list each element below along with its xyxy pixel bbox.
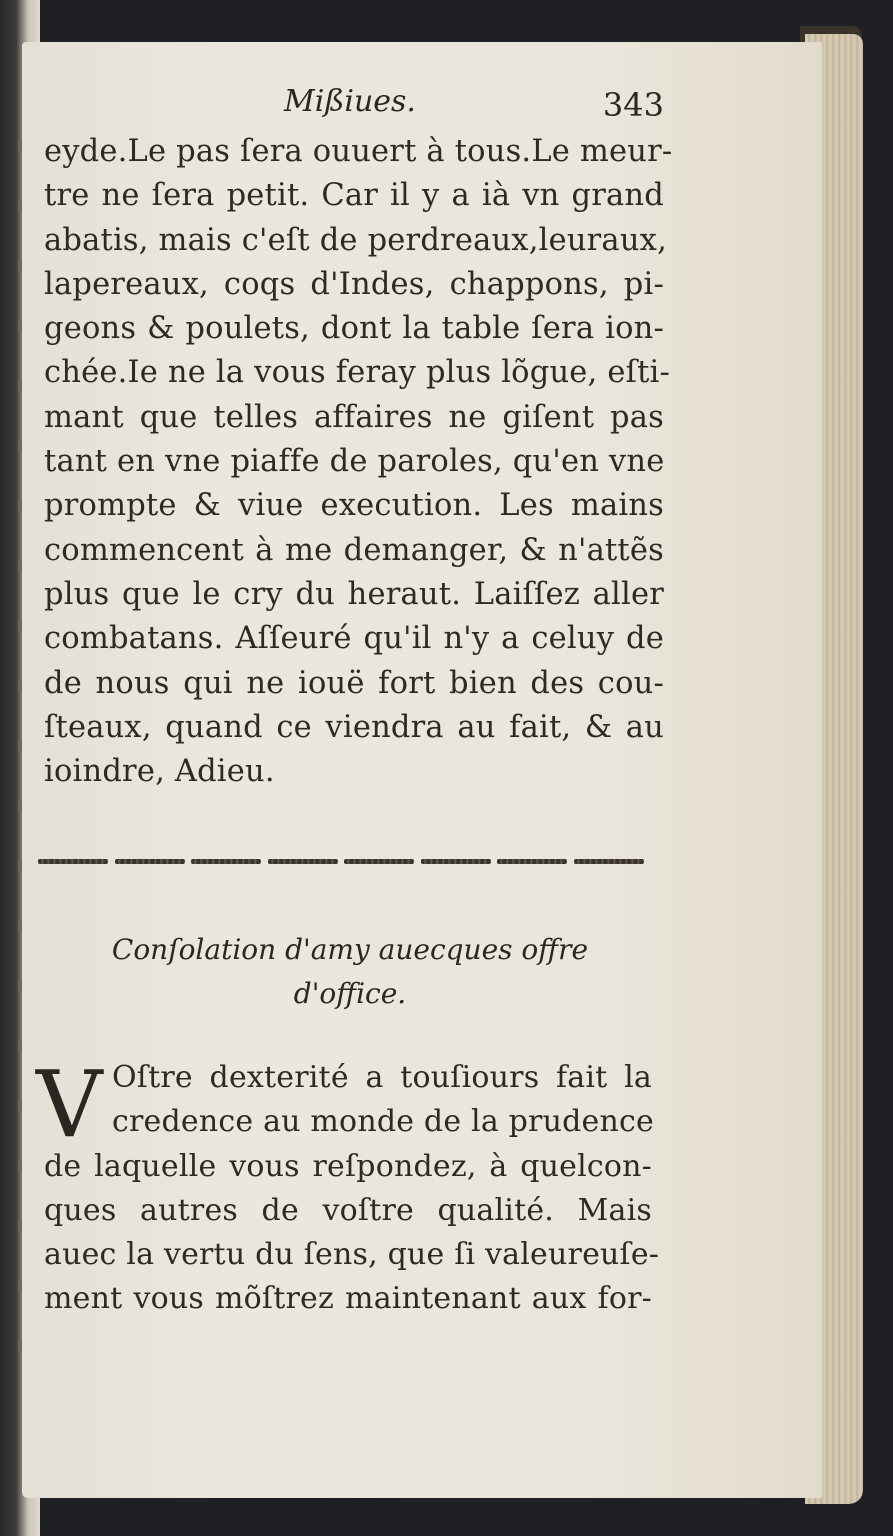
text-line: combatans. Aſſeuré qu'il n'y a celuy de [44, 621, 664, 657]
ornamental-rule [38, 856, 644, 866]
rule-segment [115, 859, 185, 864]
text-line: mant que telles affaires ne giſent pas [44, 399, 664, 435]
text-line: abatis, mais c'eſt de perdreaux,leuraux, [44, 222, 667, 258]
text-line: ſteaux, quand ce viendra au fait, & au [44, 709, 664, 745]
text-line: credence au monde de la prudence [112, 1104, 654, 1140]
text-line: commencent à me demanger, & n'attẽs [44, 532, 664, 568]
rule-segment [191, 859, 261, 864]
text-line: plus que le cry du heraut. Laiſſez aller [44, 576, 664, 612]
text-line: auec la vertu du ſens, que ſi valeureuſe- [44, 1237, 660, 1273]
second-letter-indented [112, 1056, 652, 1145]
text-line: geons & poulets, dont la table ſera ion- [44, 311, 664, 347]
page-number: 343 [602, 86, 664, 124]
text-line: Oſtre dexterité a touſiours fait la [112, 1060, 652, 1095]
text-line: ment vous mõſtrez maintenant aux for- [44, 1281, 652, 1317]
text-line: ioindre, Adieu. [44, 754, 275, 790]
text-line: tre ne ſera petit. Car il y a ià vn grand [44, 178, 664, 214]
drop-cap: V [36, 1051, 103, 1158]
text-line: ques autres de voſtre qualité. Mais [44, 1192, 652, 1228]
rule-segment [268, 859, 338, 864]
text-line: de laquelle vous reſpondez, à quelcon- [44, 1148, 652, 1184]
text-line: tant en vne piaffe de paroles, qu'en vne [44, 444, 665, 480]
rule-segment [421, 859, 491, 864]
text-line: lapereaux, coqs d'Indes, chappons, pi- [44, 266, 664, 302]
text-line: prompte & viue execution. Les mains [44, 488, 664, 524]
first-letter-text [44, 130, 673, 794]
text-line: de nous qui ne iouë fort bien des cou- [44, 665, 664, 701]
gutter-show-through [18, 140, 22, 1360]
heading-line: d'office. [293, 977, 407, 1010]
text-line: chée.Ie ne la vous feray plus lõgue, eſti- [44, 355, 670, 391]
heading-line: Conſolation d'amy auecques offre [111, 933, 589, 966]
rule-segment [38, 859, 108, 864]
rule-segment [497, 859, 567, 864]
rule-segment [574, 859, 644, 864]
rule-segment [344, 859, 414, 864]
second-letter-text [44, 1145, 660, 1322]
section-heading [80, 928, 620, 1016]
text-line: eyde.Le pas ſera ouuert à tous.Le meur- [44, 134, 673, 169]
running-head [284, 84, 664, 128]
running-title: Mißiues. [284, 84, 416, 119]
